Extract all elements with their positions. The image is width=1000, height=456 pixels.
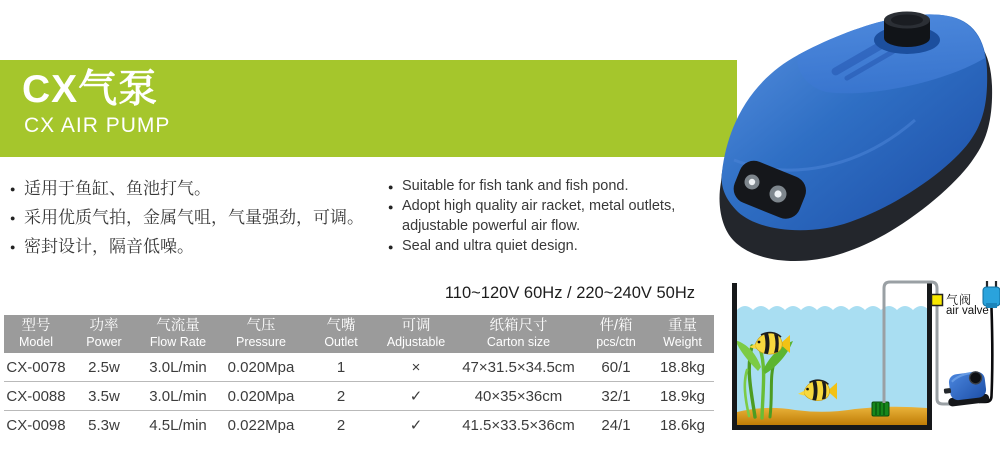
features-cn	[10, 174, 370, 261]
table-body	[4, 353, 714, 439]
column-header-en: Flow Rate	[149, 335, 207, 349]
column-header	[581, 318, 651, 350]
feature-item	[10, 174, 370, 203]
table-cell: 3.0L/min	[149, 387, 207, 405]
bullet-icon: ●	[388, 202, 394, 212]
column-header-en: Weight	[663, 335, 702, 349]
column-header	[306, 318, 376, 350]
feature-text: Seal and ultra quiet design.	[402, 238, 578, 254]
bullet-icon: ●	[388, 242, 394, 252]
table-cell: 2	[336, 416, 346, 434]
column-header	[651, 318, 714, 350]
table-cell: 1	[336, 358, 346, 376]
bullet-icon: ●	[10, 184, 16, 194]
column-header-cn: 件/箱	[599, 318, 633, 334]
table-cell: 2	[336, 387, 346, 405]
table-cell: ✓	[409, 388, 423, 405]
voltage-spec: 110~120V 60Hz / 220~240V 50Hz	[444, 284, 695, 302]
table-cell: 41.5×33.5×36cm	[462, 416, 575, 434]
table-cell: CX-0088	[6, 387, 66, 405]
table-cell: 32/1	[601, 387, 631, 405]
table-cell: ✓	[409, 417, 423, 434]
column-header-cn: 气流量	[156, 318, 200, 334]
table-row	[4, 411, 714, 439]
table-cell: 40×35×36cm	[474, 387, 563, 405]
column-header-cn: 气嘴	[326, 318, 356, 334]
table-cell: 3.0L/min	[149, 358, 207, 376]
table-cell: CX-0078	[6, 358, 66, 376]
column-header	[216, 318, 306, 350]
table-cell: 60/1	[601, 358, 631, 376]
column-header	[376, 318, 456, 350]
air-valve	[932, 295, 943, 306]
table-cell: 0.022Mpa	[227, 416, 295, 434]
column-header-en: Adjustable	[386, 335, 446, 349]
outlet-nipple-2-tip	[774, 190, 781, 197]
feature-text: Suitable for fish tank and fish pond.	[402, 178, 629, 194]
features-en	[388, 176, 718, 256]
column-header	[4, 318, 68, 350]
feature-item	[10, 232, 370, 261]
table-header	[4, 315, 714, 353]
table-cell: 0.020Mpa	[227, 358, 295, 376]
column-header-en: pcs/ctn	[596, 335, 636, 349]
table-cell: 47×31.5×34.5cm	[462, 358, 575, 376]
table-cell: CX-0098	[6, 416, 66, 434]
table-cell: 24/1	[601, 416, 631, 434]
table-cell: 4.5L/min	[149, 416, 207, 434]
small-pump	[942, 371, 990, 408]
bullet-icon: ●	[10, 242, 16, 252]
page-subtitle: CX AIR PUMP	[24, 114, 171, 137]
column-header-cn: 可调	[401, 318, 431, 334]
column-header-cn: 气压	[246, 318, 276, 334]
outlet-nipple-1-tip	[749, 179, 755, 185]
column-header	[140, 318, 216, 350]
bullet-icon: ●	[10, 213, 16, 223]
table-cell: 5.3w	[88, 416, 120, 434]
page-title: CX气泵	[22, 68, 159, 111]
feature-text: 采用优质气拍，金属气咀，气量强劲，可调。	[24, 208, 364, 227]
table-cell: 18.8kg	[659, 358, 706, 376]
feature-text: 适用于鱼缸、鱼池打气。	[24, 179, 211, 198]
column-header	[68, 318, 140, 350]
column-header-en: Model	[18, 335, 54, 349]
feature-item	[388, 196, 718, 236]
table-row	[4, 353, 714, 382]
table-cell: 18.6kg	[659, 416, 706, 434]
table-row	[4, 382, 714, 411]
air-valve-label-en: air valve	[946, 305, 989, 317]
column-header-en: Outlet	[324, 335, 358, 349]
column-header	[456, 318, 581, 350]
column-header-cn: 功率	[89, 318, 119, 334]
bullet-icon: ●	[388, 182, 394, 192]
air-stone	[872, 402, 889, 416]
feature-item	[388, 176, 718, 196]
air-pump-photo	[700, 0, 1000, 270]
table-cell: 3.5w	[88, 387, 120, 405]
column-header-en: Carton size	[486, 335, 551, 349]
spec-table	[4, 315, 714, 439]
column-header-en: Power	[86, 335, 122, 349]
table-cell: ×	[411, 358, 421, 376]
column-header-cn: 型号	[21, 318, 51, 334]
table-cell: 2.5w	[88, 358, 120, 376]
column-header-en: Pressure	[235, 335, 287, 349]
column-header-cn: 纸箱尺寸	[489, 318, 548, 334]
table-cell: 0.020Mpa	[227, 387, 295, 405]
feature-text: Adopt high quality air racket, metal outlets, adjustable powerful air flow.	[402, 198, 676, 234]
table-cell: 18.9kg	[659, 387, 706, 405]
feature-text: 密封设计，隔音低噪。	[24, 237, 194, 256]
air-valve-label-cn: 气阀	[946, 293, 973, 307]
feature-item	[10, 203, 370, 232]
feature-item	[388, 236, 718, 256]
column-header-cn: 重量	[668, 318, 697, 334]
knob-ring	[891, 15, 923, 26]
